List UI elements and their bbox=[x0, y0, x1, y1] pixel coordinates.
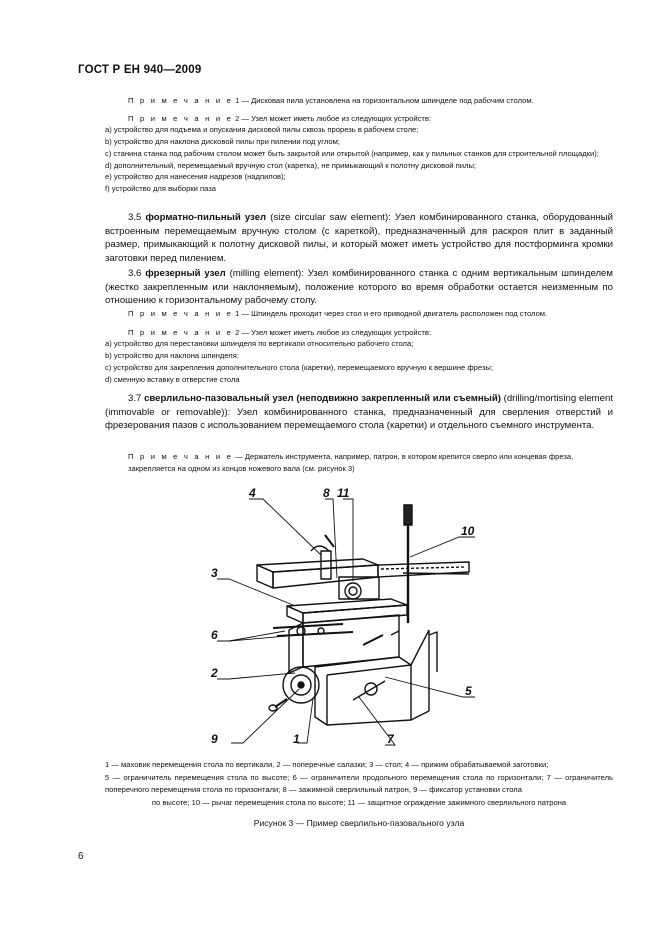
label-10: 10 bbox=[461, 524, 475, 538]
note-1: П р и м е ч а н и е 1 — Дисковая пила установлена на горизонтальном шпинделе под рабочим столом. bbox=[128, 96, 534, 105]
note-label: П р и м е ч а н и е bbox=[128, 309, 233, 318]
list-item: e) устройство для нанесения надрезов (надпилов); bbox=[105, 172, 286, 182]
section-3-5 bbox=[105, 211, 613, 266]
label-1: 1 bbox=[293, 732, 300, 746]
note-label: П р и м е ч а н и е bbox=[128, 96, 233, 105]
section-number: 3.5 bbox=[128, 212, 142, 223]
list-item: a) устройство для перестановки шпинделя по вертикали относительно рабочего стола; bbox=[105, 339, 414, 349]
page-header: ГОСТ Р ЕН 940—2009 bbox=[78, 64, 202, 76]
term: сверлильно-пазовальный узел (неподвижно закрепленный или съемный) bbox=[144, 393, 501, 404]
label-8: 8 bbox=[323, 486, 330, 500]
list-item: c) станина станка под рабочим столом может быть закрытой или открытой (например, как у пильных станков для строительной площадки); bbox=[105, 148, 599, 158]
drilling-mortising-unit-drawing bbox=[203, 485, 493, 747]
section-number: 3.7 bbox=[128, 393, 142, 404]
list-item: d) сменную вставку в отверстие стола bbox=[105, 374, 240, 384]
note-2: П р и м е ч а н и е 2 — Узел может иметь любое из следующих устройств: bbox=[128, 327, 432, 337]
legend-line: по высоте; 10 — рычаг перемещения стола по высоте; 11 — защитное ограждение зажимного сверлильного патрона bbox=[151, 797, 567, 807]
list-item: c) устройство для закрепления дополнительного стола (каретки), перемещаемого вручную к вершине фрезы; bbox=[105, 362, 493, 372]
note-label: П р и м е ч а н и е bbox=[128, 327, 233, 337]
label-9: 9 bbox=[211, 732, 218, 746]
notes-block-2 bbox=[105, 308, 613, 385]
page-number: 6 bbox=[78, 851, 84, 862]
note-label: П р и м е ч а н и е bbox=[128, 113, 233, 123]
legend-line: 5 — ограничитель перемещения стола по высоте; 6 — ограничители продольного перемещения стола по горизонтали; 7 — ограничитель поперечного перемещения стола по горизонтали; 8 — зажимной сверлильный патрон, 9 — фиксатор установки стола bbox=[105, 772, 613, 795]
section-number: 3.6 bbox=[128, 268, 142, 279]
note-2: П р и м е ч а н и е 2 — Узел может иметь любое из следующих устройств: bbox=[128, 113, 432, 123]
list-item: f) устройство для выборки паза bbox=[105, 183, 216, 193]
term: форматно-пильный узел bbox=[145, 212, 267, 223]
section-3-6 bbox=[105, 267, 613, 308]
definition: (milling element): Узел комбинированного станка с одним вертикальным шпинделем (жестко закрепленным или наклоняемым), положение которого во время обработки остается неизменным по отношению к горизонтальному рабочему столу. bbox=[105, 268, 613, 307]
notes-block-3 bbox=[105, 451, 613, 474]
note-1: П р и м е ч а н и е 1 — Шпиндель проходит через стол и его приводной двигатель расположен под столом. bbox=[128, 309, 548, 318]
label-3: 3 bbox=[211, 566, 218, 580]
note-3: П р и м е ч а н и е — Держатель инструмента, например, патрон, в котором крепится сверло или концевая фреза, закрепляется на одном из концов ножевого вала (см. рисунок 3) bbox=[128, 452, 574, 473]
figure-legend bbox=[105, 759, 613, 809]
definition: (size circular saw element): Узел комбинированного станка, оборудованный встроенным перемещаемым вручную столом (с кареткой), предназначенный для раскроя плит в заданный размер, примыкающий к полотну дисковой пилы, и который может иметь устройство для постформинга кромки заготовки перед пилением. bbox=[105, 212, 613, 265]
term: фрезерный узел bbox=[145, 268, 226, 279]
label-6: 6 bbox=[211, 628, 218, 642]
figure-3-drawing bbox=[203, 485, 493, 747]
list-item: b) устройство для наклона дисковой пилы при пилении под углом; bbox=[105, 137, 340, 147]
label-11: 11 bbox=[337, 486, 350, 500]
legend-line: 1 — маховик перемещения стола по вертикали, 2 — поперечные салазки; 3 — стол; 4 — прижим обрабатываемой заготовки; bbox=[105, 760, 549, 769]
section-3-7 bbox=[105, 392, 613, 433]
label-2: 2 bbox=[211, 666, 218, 680]
definition: (drilling/mortising element (immovable or removable)): Узел комбинированного станка, предназначенный для сверления отверстий и фрезерования пазов с использованием перемещаемого стола (каретки) и отдельного съемного инструмента. bbox=[105, 393, 614, 432]
list-item: a) устройство для подъема и опускания дисковой пилы сквозь прорезь в рабочем столе; bbox=[105, 125, 419, 135]
figure-caption: Рисунок 3 — Пример сверлильно-пазовального узла bbox=[253, 818, 465, 828]
label-7: 7 bbox=[387, 732, 394, 746]
label-5: 5 bbox=[465, 684, 472, 698]
list-item: b) устройство для наклона шпинделя; bbox=[105, 351, 239, 361]
list-item: d) дополнительный, перемещаемый вручную стол (каретка), не примыкающий к полотну дисковой пилы; bbox=[105, 160, 477, 170]
label-4: 4 bbox=[249, 486, 256, 500]
note-label: П р и м е ч а н и е bbox=[128, 452, 233, 461]
notes-block-1 bbox=[105, 95, 613, 195]
